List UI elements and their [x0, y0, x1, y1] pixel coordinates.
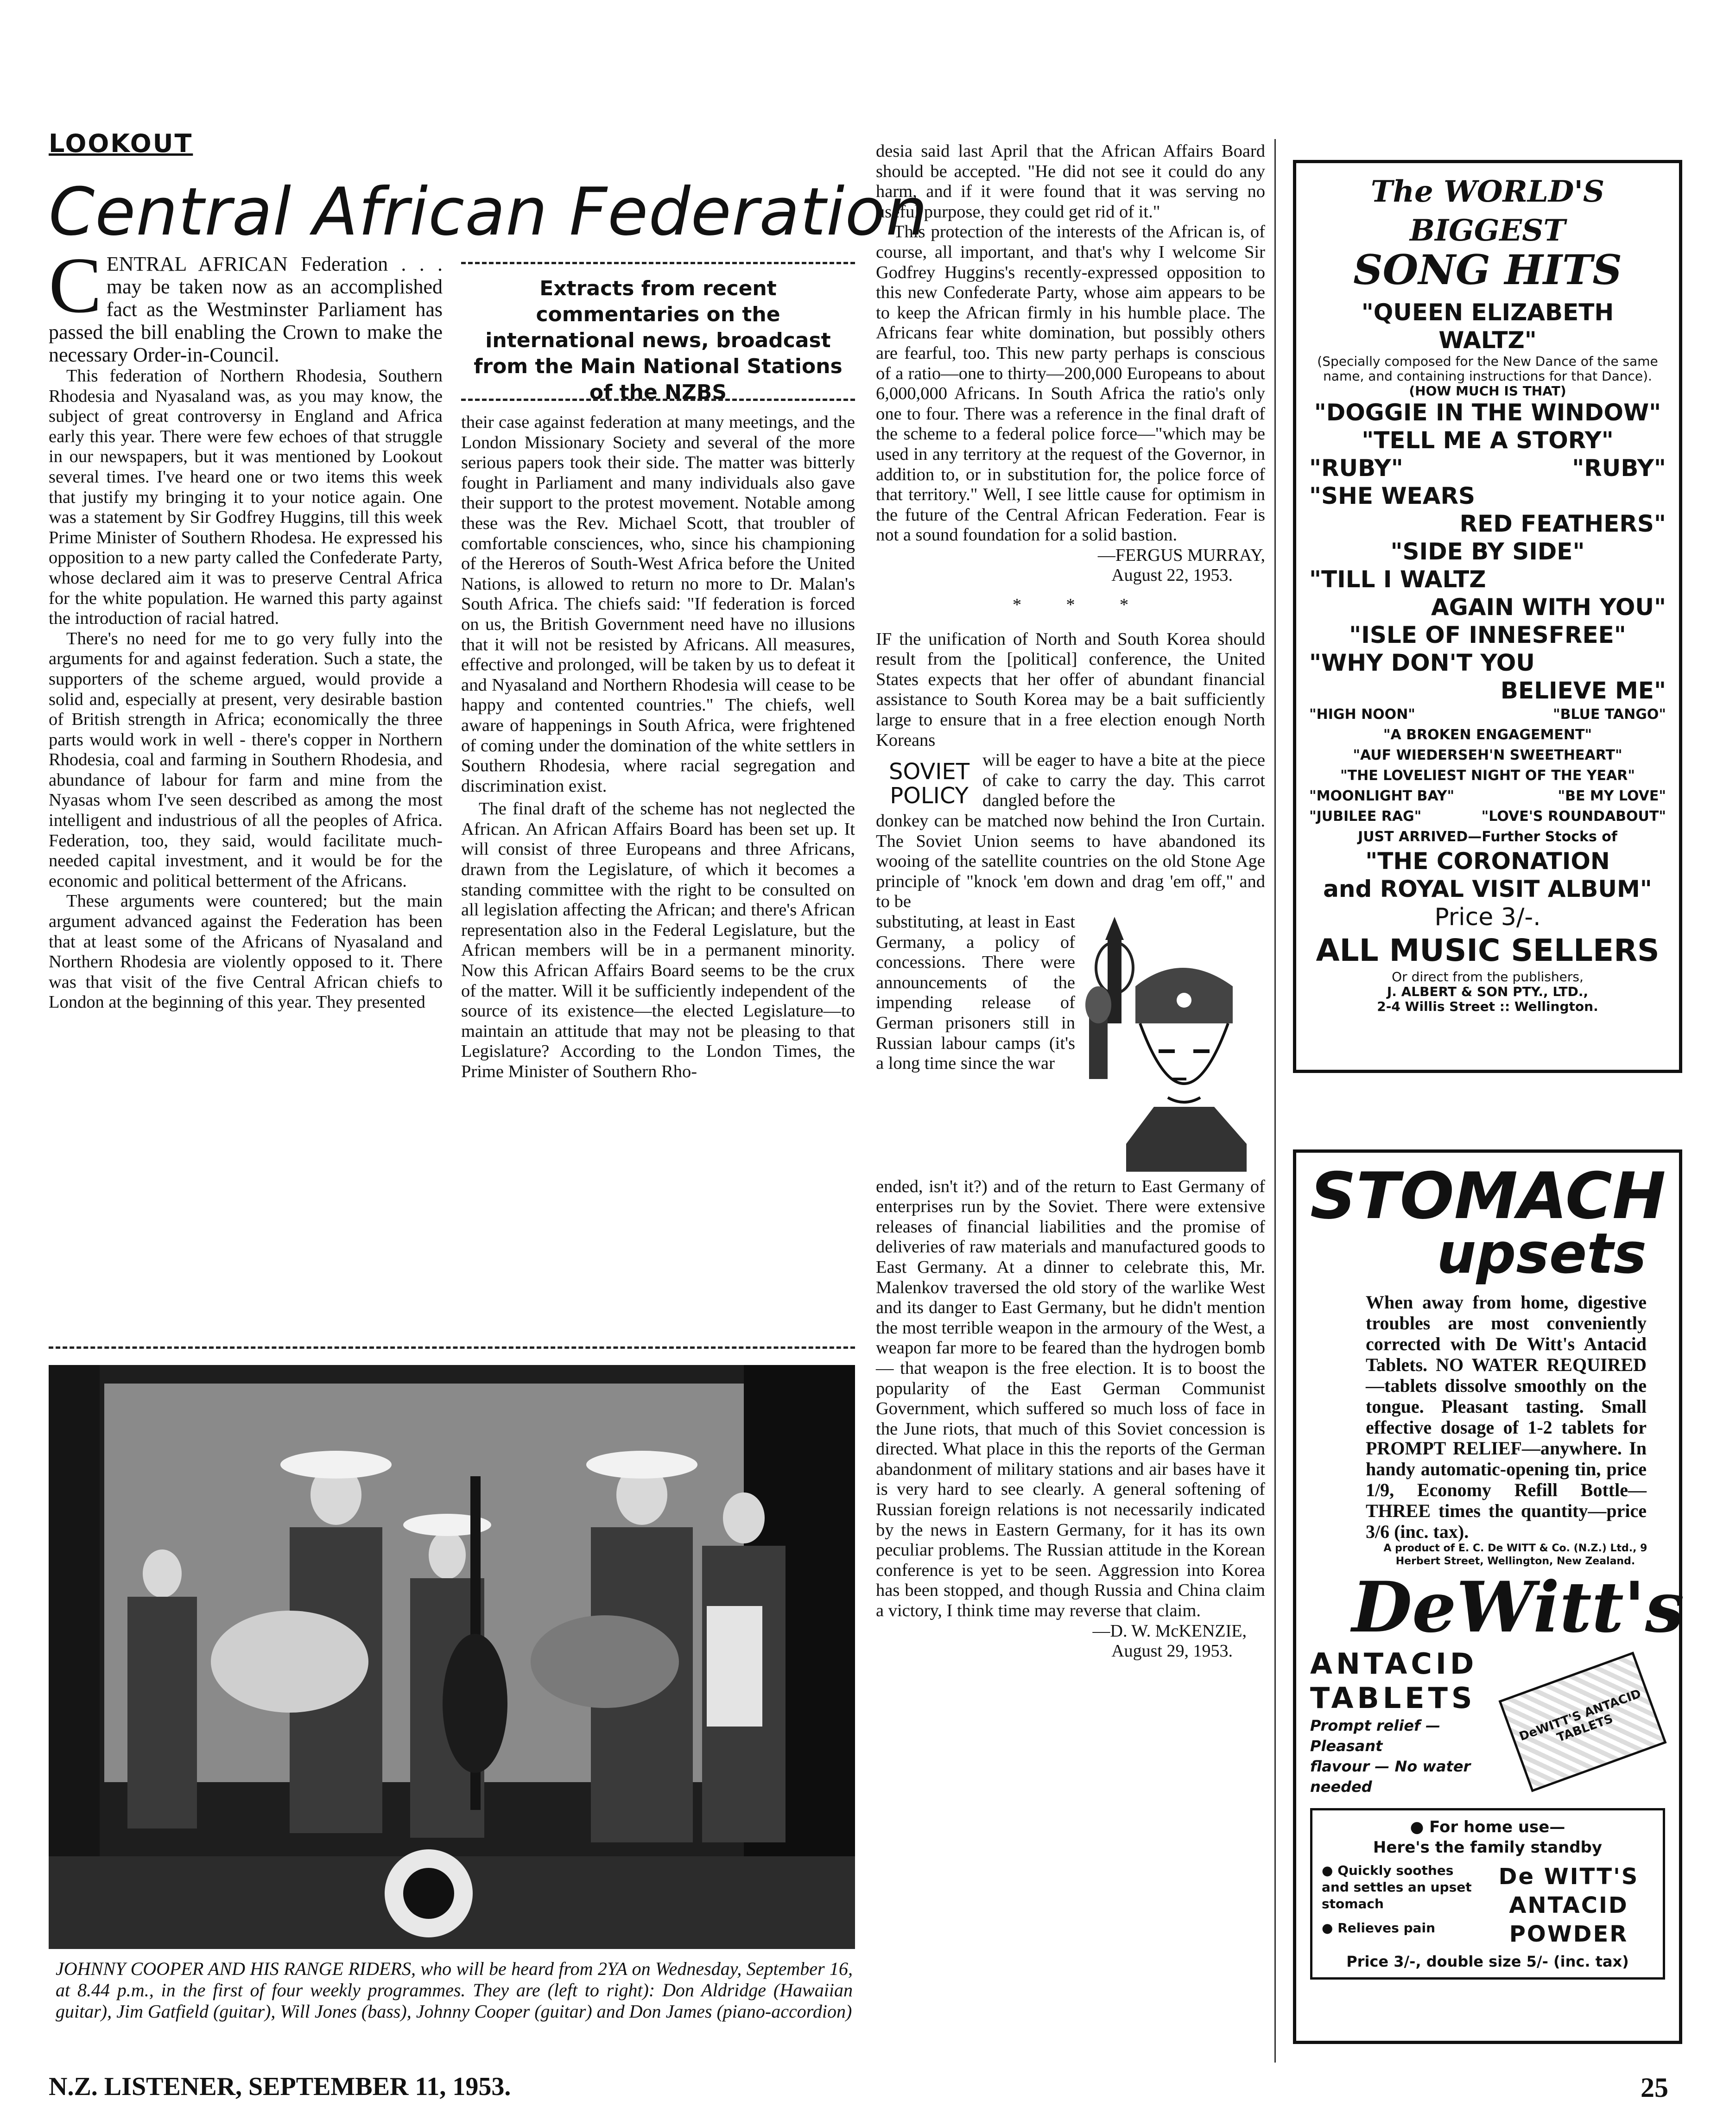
song-title: "BLUE TANGO"	[1552, 706, 1666, 723]
powder-price: Price 3/-, double size 5/- (inc. tax)	[1346, 1953, 1629, 1970]
song-title: "SIDE BY SIDE"	[1390, 538, 1585, 565]
article-column-1	[49, 253, 443, 1305]
song-title: "HIGH NOON"	[1309, 706, 1415, 723]
page-number: 25	[1641, 2072, 1668, 2103]
col3-paragraph-3-narrow: substituting, at least in East Germany, a policy of concessions. There were announcements of the impending release of German prisoners still in Russian labour camps (it's a long time since the war	[876, 912, 1075, 1073]
powder-row	[1322, 1862, 1654, 1949]
article-column-2	[461, 413, 855, 1335]
col3-paragraph-3-end: ended, isn't it?) and of the return to East Germany of enterprises run by the Soviet. There were extensive releases of financial liabilities and the promise of deliveries of raw materials and manufactured goods to East Germany. At a dinner to celebrate this, Mr. Malenkov traversed the old story of the warlike West and its danger to East Germany, but he didn't mention the most terrible weapon in the armoury of the West, a weapon far more to be feared than the hydrogen bomb — that weapon is the free election. It is to boost the popularity of the East German Communist Government, which suffered so much loss of face in the June riots, that much of this Soviet concession is directed. What place in this the reports of the German abandonment of military stations and air bases have it is very hard to see clearly. A general softening of Russian foreign relations is not necessarily indicated by the news in Eastern Germany, for it has its own peculiar problems. The Russian attitude in the Korean conference is yet to be seen. Aggression into Korea has been stopped, and though Russia and China claim a victory, I think time may reverse that claim.	[876, 1176, 1265, 1621]
song-title: WALTZ"	[1438, 327, 1537, 354]
powder-name-line: De WITT'S	[1498, 1864, 1639, 1890]
ad-maker: A product of E. C. De WITT & Co. (N.Z.) Ltd., 9 Herbert Street, Wellington, New Zealand.	[1383, 1543, 1647, 1567]
song-note: (Specially composed for the New Dance of the same name, and containing instructions for that Dance).	[1317, 354, 1658, 384]
tablets-label: TABLETS	[1310, 1681, 1476, 1715]
song-title: "DOGGIE IN THE WINDOW"	[1314, 399, 1661, 426]
song-title: "THE LOVELIEST NIGHT OF THE YEAR"	[1340, 768, 1635, 784]
band-photo	[49, 1365, 855, 1949]
divider	[49, 1346, 855, 1349]
song-title: "AUF WIEDERSEH'N SWEETHEART"	[1353, 747, 1622, 763]
tin-icon: DeWITT'S ANTACID TABLETS	[1498, 1651, 1666, 1792]
song-title: "WHY DON'T YOU	[1309, 649, 1535, 676]
soviet-label-line-1: SOVIET	[888, 759, 970, 785]
separator-stars: * * *	[1012, 595, 1129, 615]
article-column-3	[876, 141, 1265, 1662]
dewitts-antacid-ad	[1293, 1149, 1685, 2044]
song-title: AGAIN WITH YOU"	[1431, 594, 1666, 621]
ad-title: The WORLD'S BIGGEST	[1370, 174, 1605, 248]
song-title: "RUBY"	[1309, 455, 1403, 482]
song-title: "TELL ME A STORY"	[1362, 427, 1614, 454]
ad-title: SONG HITS	[1353, 246, 1622, 294]
song-row	[1309, 454, 1666, 482]
col3-paragraph-3-mid: donkey can be matched now behind the Iron Curtain. The Soviet Union seems to have abandoned its wooing of the satellite countries on the old Stone Age principle of "knock 'em down and drag 'em off," and to be	[876, 811, 1265, 912]
song-title: "BE MY LOVE"	[1558, 788, 1666, 804]
home-use-text: For home use—	[1429, 1818, 1565, 1836]
song-title: "RUBY"	[1572, 455, 1666, 482]
soviet-policy-block	[876, 750, 1265, 811]
col3-paragraph-3: IF the unification of North and South Korea should result from the [political] conference, the United States expects that her offer of abundant financial assistance to South Korea may be a bait sufficiently large to ensure that in a free election enough North Koreans	[876, 629, 1265, 750]
publisher-note: Or direct from the publishers,	[1392, 969, 1584, 984]
song-title: "QUEEN ELIZABETH	[1361, 299, 1614, 326]
signature-name: —FERGUS MURRAY,	[1097, 545, 1265, 565]
song-title: RED FEATHERS"	[1459, 510, 1666, 537]
song-title: "TILL I WALTZ	[1309, 566, 1486, 593]
powder-bullets	[1322, 1862, 1484, 1949]
col3-paragraph-2: This protection of the interests of the African is, of course, all important, and that's why I welcome Sir Godfrey Huggins's recently-expressed opposition to this new Confederate Party, whose aim appears to be to keep the African firmly in his humble place. The Africans fear white domination, but possibly others are fearful, too. This new party perhaps is conscious of a ratio—one to thirty—200,000 Europeans to about 6,000,000 Africans. In South Africa the ratio's only one to four. There was a reference in the final draft of the scheme to a federal police force—"which may be used in any territory at the request of the Governor, in addition to, or in substitution for, the police force of that territory." Well, I see little cause for optimism in the future of the Central African Federation. Fear is not a sound foundation for a solid bastion.	[876, 222, 1265, 545]
col3-paragraph-1: desia said last April that the African Affairs Board should be accepted. "He did not see it could do any harm, and if it were found that it was serving no useful purpose, they could get rid of it."	[876, 141, 1265, 222]
col3-paragraph-3-side: will be eager to have a bite at the piece of cake to carry the day. This carrot dangled before the	[982, 750, 1265, 811]
song-title: "A BROKEN ENGAGEMENT"	[1383, 727, 1592, 743]
all-music-sellers: ALL MUSIC SELLERS	[1316, 933, 1660, 968]
divider	[461, 262, 855, 264]
song-title: "JUBILEE RAG"	[1309, 808, 1422, 825]
soviet-policy-label	[876, 750, 982, 811]
home-use: ● For home use—	[1410, 1818, 1565, 1836]
soviet-soldier-illustration	[1075, 912, 1265, 1177]
signature-name: —D. W. McKENZIE,	[1092, 1621, 1247, 1641]
brand-logo: DeWitt's	[1352, 1567, 1685, 1648]
publisher-name: J. ALBERT & SON PTY., LTD.,	[1387, 984, 1589, 999]
bullet-text: Quickly soothes and settles an upset stomach	[1322, 1863, 1472, 1911]
soldier-block	[876, 912, 1265, 1177]
tablets-label	[1310, 1647, 1500, 1797]
song-title: "MOONLIGHT BAY"	[1309, 788, 1455, 804]
family-standby: Here's the family standby	[1373, 1838, 1603, 1857]
footer-issue: N.Z. LISTENER, SEPTEMBER 11, 1953.	[49, 2072, 511, 2101]
publisher-address: 2-4 Willis Street :: Wellington.	[1377, 999, 1598, 1014]
song-row	[1309, 806, 1666, 827]
song-hits-ad	[1293, 160, 1682, 1073]
song-row	[1309, 786, 1666, 806]
relief-note: flavour — No water needed	[1310, 1758, 1471, 1796]
album-price: Price 3/-.	[1434, 903, 1541, 931]
song-title: "LOVE'S ROUNDABOUT"	[1481, 808, 1666, 825]
signature-date: August 29, 1953.	[1111, 1641, 1233, 1661]
photo-caption: JOHNNY COOPER AND HIS RANGE RIDERS, who will be heard from 2YA on Wednesday, September 16, at 8.44 p.m., in the first of four weekly programmes. They are (left to right): Don Aldridge (Hawaiian guitar), Jim Gatfield (guitar), Will Jones (bass), Johnny Cooper (guitar) and Don James (piano-accordion)	[56, 1958, 853, 2022]
powder-name-line: POWDER	[1509, 1921, 1628, 1947]
soviet-label-line-2: POLICY	[890, 783, 969, 809]
ad-headline: STOMACH	[1310, 1159, 1666, 1233]
intro-lead: ENTRAL AFRICAN Federation . . . may be taken now as an accomplished fact as the Westminster Parliament has passed the bill enabling the Crown to make the necessary Order-in-Council.	[49, 253, 443, 366]
powder-name-line: ANTACID	[1509, 1892, 1628, 1918]
song-title: BELIEVE ME"	[1500, 677, 1666, 704]
song-row	[1309, 705, 1666, 725]
section-label: LOOKOUT	[49, 129, 193, 158]
bullet-item: ● Relieves pain	[1322, 1920, 1436, 1936]
album-title: "THE CORONATION	[1365, 848, 1610, 875]
album-title: and ROYAL VISIT ALBUM"	[1323, 876, 1652, 902]
song-title: "ISLE OF INNESFREE"	[1349, 622, 1626, 648]
drop-cap: C	[49, 253, 102, 330]
intro-paragraph-2: There's no need for me to go very fully into the arguments for and against federation. Such a state, the supporters of the scheme argued, would provide a solid and, especially at present, very desirable bastion of British strength in Africa; economically the three parts would work in well - there's copper in Northern Rhodesia, coal and farming in Southern Rhodesia, and abundance of labour for farm and mine from the Nyasas whom I've seen described as among the most intelligent and industrious of all the peoples of Africa. Federation, too, they said, would facilitate much-needed capital investment, and it would be for the economic and political betterment of the Africans.	[49, 628, 443, 891]
divider	[461, 399, 855, 401]
antacid-label: ANTACID	[1310, 1647, 1478, 1681]
bullet-item: ● Quickly soothes and settles an upset stomach	[1322, 1863, 1472, 1911]
song-note: (HOW MUCH IS THAT)	[1409, 383, 1566, 399]
column-divider	[1274, 139, 1276, 2063]
powder-name	[1484, 1862, 1654, 1949]
bullet-text: Relieves pain	[1337, 1920, 1436, 1936]
col2-paragraph-2: The final draft of the scheme has not neglected the African. An African Affairs Board has been set up. It will consist of three Europeans and three Africans, drawn from the Legislature, of which it becomes a standing committee with the right to be consulted on all legislation affecting the African; and there's African representation also in the Federal Legislature, but the African members will be in a permanent minority. Now this African Affairs Board seems to be the crux of the matter. Will it be sufficiently independent of the source of its existence—the elected Legislature—to maintain an attitude that may not be pleasing to that Legislature? According to the London Times, the Prime Minister of Southern Rho-	[461, 799, 855, 1081]
tin-illustration	[1500, 1673, 1665, 1771]
song-title: "SHE WEARS	[1309, 482, 1475, 509]
ad-headline: upsets	[1437, 1222, 1647, 1286]
signature-date: August 22, 1953.	[1111, 565, 1233, 585]
intro-paragraph-3: These arguments were countered; but the main argument advanced against the Federation has been that at least some of the Africans of Nyasaland and Northern Rhodesia are violently opposed to it. There was that visit of the five Central African chiefs to London at the beginning of this year. They presented	[49, 891, 443, 1012]
just-arrived: JUST ARRIVED—Further Stocks of	[1358, 829, 1617, 845]
soviet-soldier-icon	[1080, 912, 1265, 1172]
headline: Central African Federation	[49, 174, 928, 250]
intro-paragraph-1: This federation of Northern Rhodesia, Southern Rhodesia and Nyasaland was, as you may know, the subject of great controversy in England and Africa early this year. There were few echoes of that struggle in our newspapers, but it was mentioned by Lookout several times. I've heard one or two items this week that justify my bringing it to your notice again. One was a statement by Sir Godfrey Huggins, till this week Prime Minister of Southern Rhodesa. He expressed his opposition to a new party called the Confederate Party, whose declared aim it was to preserve Central Africa for the white population. He warned this party against the introduction of racial hatred.	[49, 366, 443, 628]
extracts-heading: Extracts from recent commentaries on the international news, broadcast from the Main National Stations of the NZBS	[474, 277, 843, 404]
powder-box	[1310, 1808, 1665, 1980]
col2-paragraph-1: their case against federation at many meetings, and the London Missionary Society and several of the more serious papers took their side. The matter was bitterly fought in Parliament and many individuals also gave their support to the protest movement. Notable among these was the Rev. Michael Scott, that troubler of comfortable consciences, who, since his championing of the Hereros of South-West Africa before the United Nations, is allowed to return no more to Dr. Malan's South Africa. The chiefs said: "If federation is forced on us, the British Government need have no illusions that it will not be resisted by Africans. All measures, effective and prolonged, will be taken by us to defeat it and Nyasaland and Northern Rhodesia will cease to be happy and contented countries." The chiefs, well aware of happenings in South Africa, were frightened of coming under the domination of the white settlers in Southern Rhodesia, where racial segregation and discrimination exist.	[461, 413, 855, 796]
tablets-row	[1310, 1647, 1665, 1797]
band-photo-image	[49, 1365, 855, 1949]
ad-body: When away from home, digestive troubles are most conveniently corrected with De Witt's Antacid Tablets. NO WATER REQUIRED—tablets dissolve smoothly on the tongue. Pleasant tasting. Small effective dosage of 1-2 tablets for PROMPT RELIEF—anywhere. In handy automatic-opening tin, price 1/9, Economy Refill Bottle—THREE times the quantity—price 3/6 (inc. tax).	[1366, 1292, 1647, 1542]
relief-note: Prompt relief — Pleasant	[1310, 1717, 1441, 1755]
